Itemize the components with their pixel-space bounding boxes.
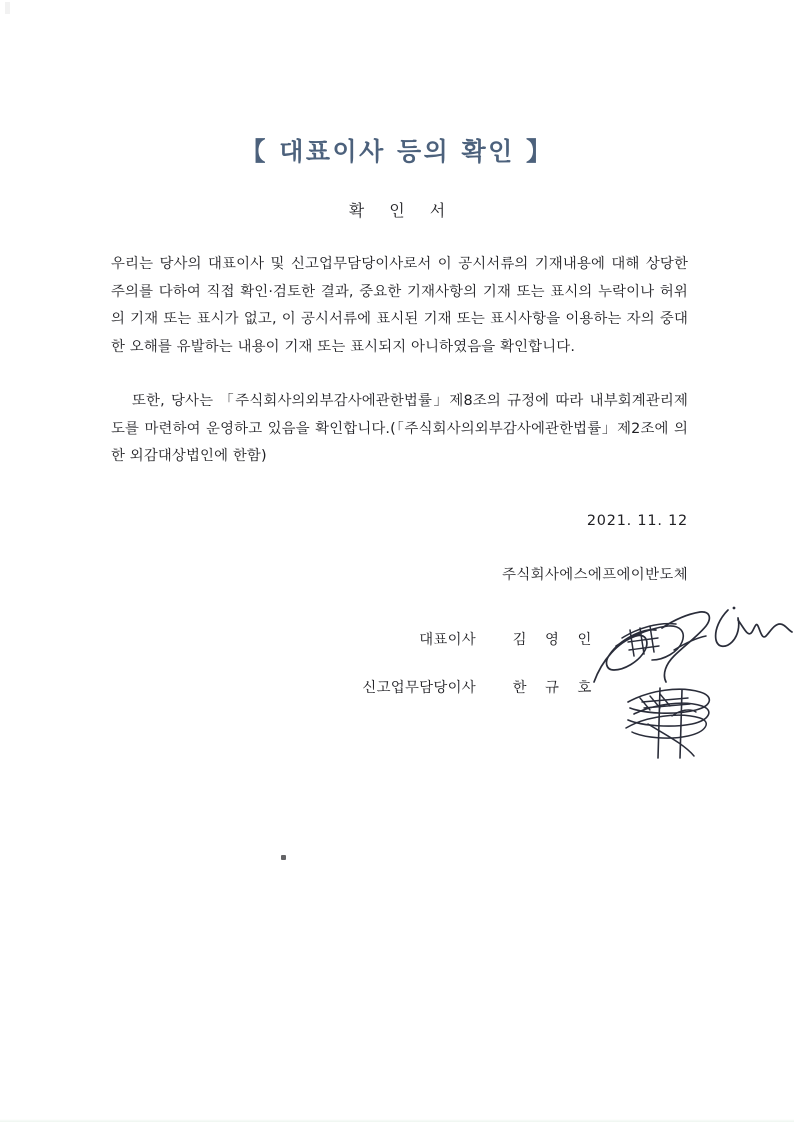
- body-paragraph-1: 우리는 당사의 대표이사 및 신고업무담당이사로서 이 공시서류의 기재내용에 대해 상당한 주의를 다하여 직접 확인·검토한 결과, 중요한 기재사항의 기재 또는 표시의 누락이나 허위의 기재 또는 표시가 없고, 이 공시서류에 표시된 기재 또는 표시사항을 이용하는 자의 중대한 오해를 유발하는 내용이 기재 또는 표시되지 아니하였음을 확인합니다.: [111, 256, 688, 355]
- company-name: 주식회사에스에프에이반도체: [502, 567, 688, 583]
- signatory-role-director: 신고업무담당이사: [362, 680, 476, 696]
- scan-artifact-top-left: [5, 2, 10, 14]
- body-paragraph-2: 또한, 당사는 「주식회사의외부감사에관한법률」제8조의 규정에 따라 내부회계관리제도를 마련하여 운영하고 있음을 확인합니다.(「주식회사의외부감사에관한법률」제2조에 의한 외감대상법인에 한함): [111, 393, 688, 464]
- signatory-name-ceo: 김 영 인: [512, 632, 599, 648]
- signature-block: [300, 628, 600, 724]
- document-date: 2021. 11. 12: [586, 513, 688, 529]
- signatory-role-ceo: 대표이사: [419, 632, 476, 648]
- page-title: 【 대표이사 등의 확인 】: [240, 137, 554, 166]
- scan-artifact-center: [281, 855, 286, 860]
- document-body: [111, 251, 688, 471]
- handwritten-signatures: [588, 598, 794, 758]
- document-subtitle: 확 인 서: [348, 201, 456, 220]
- signatory-row-ceo: [300, 628, 600, 676]
- signatory-row-director: [300, 676, 600, 724]
- signature-ink-icon: [588, 598, 794, 758]
- signatory-name-director: 한 규 호: [512, 680, 599, 696]
